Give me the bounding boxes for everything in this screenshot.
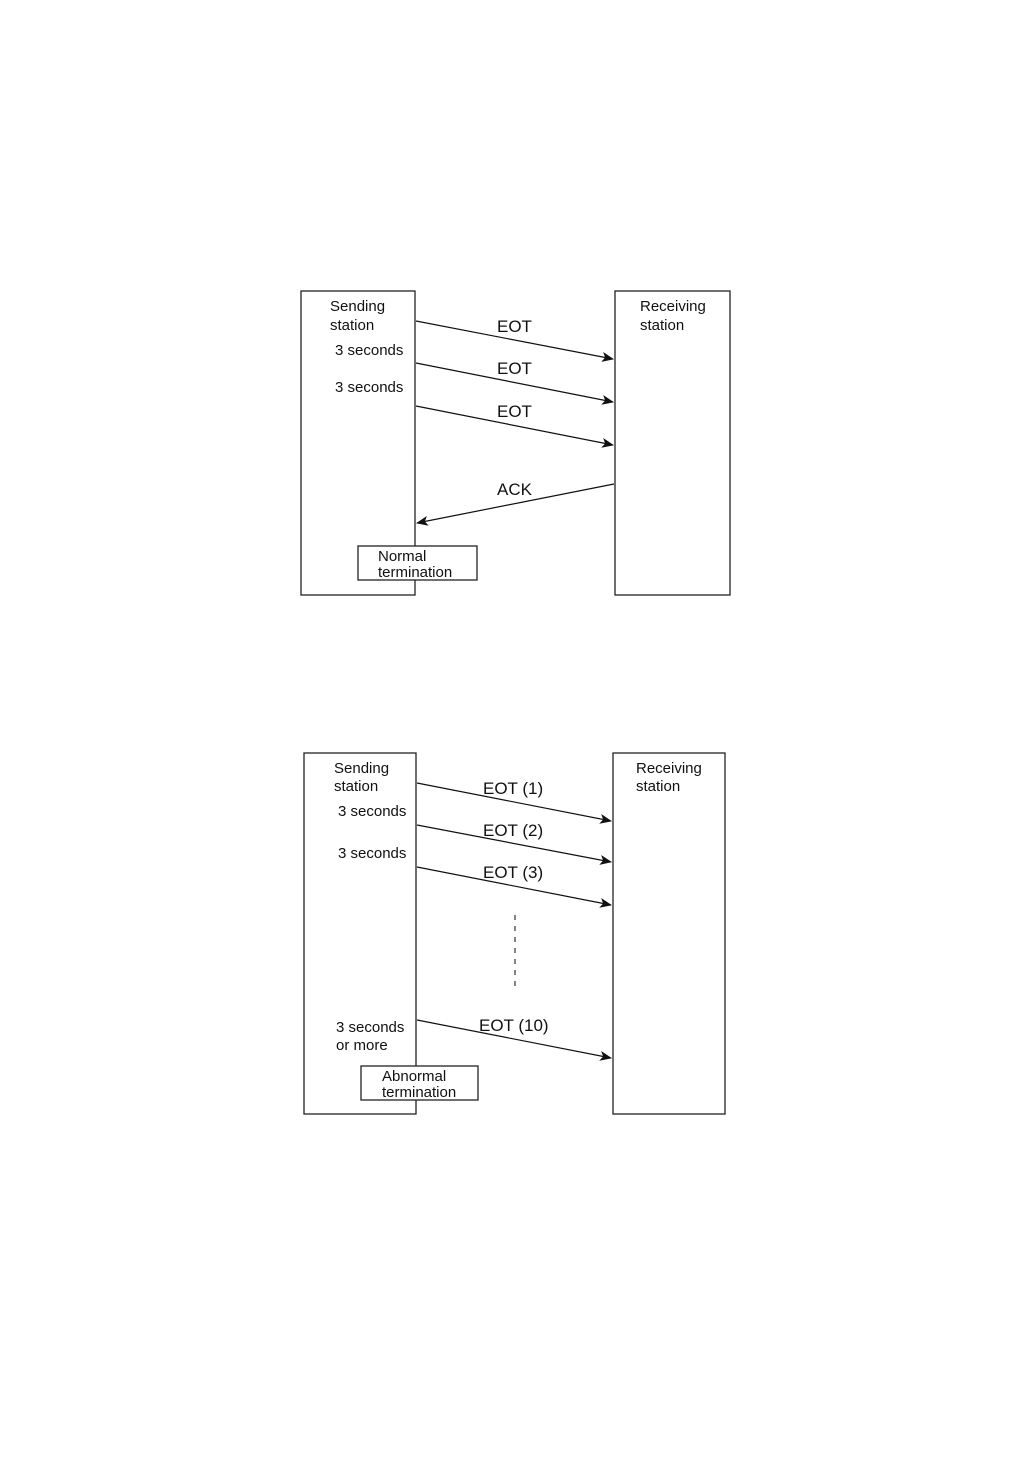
eot-message-label: EOT (10)	[479, 1016, 549, 1035]
eot-message-label: EOT (2)	[483, 821, 544, 840]
sending-station-label-line1: Sending	[330, 298, 386, 315]
eot-message-label: EOT (3)	[483, 863, 544, 882]
receiving-station-label-line1: Receiving	[636, 760, 702, 777]
receiving-station-label-line1: Receiving	[640, 298, 706, 315]
eot-message-label: EOT	[497, 317, 532, 336]
interval-label: 3 seconds	[335, 342, 404, 359]
interval-label: 3 seconds	[338, 803, 407, 820]
interval-label: 3 seconds	[335, 379, 404, 396]
eot-message-label: EOT	[497, 359, 532, 378]
last-interval-label-line1: 3 seconds	[336, 1019, 405, 1036]
normal-termination-diagram	[301, 291, 730, 595]
last-interval-label-line2: or more	[336, 1037, 388, 1054]
sending-station-label-line1: Sending	[334, 760, 390, 777]
abnormal-termination-diagram	[304, 753, 725, 1114]
termination-label-line1: Abnormal	[382, 1068, 447, 1085]
interval-label: 3 seconds	[338, 845, 407, 862]
receiving-station-box	[615, 291, 730, 595]
eot-message-label: EOT	[497, 402, 532, 421]
termination-label-line2: termination	[382, 1084, 457, 1101]
sending-station-label-line2: station	[330, 317, 375, 334]
sending-station-label-line2: station	[334, 778, 379, 795]
termination-label-line1: Normal	[378, 548, 427, 565]
receiving-station-label-line2: station	[640, 317, 685, 334]
ack-message-label: ACK	[497, 480, 532, 499]
receiving-station-label-line2: station	[636, 778, 681, 795]
eot-message-label: EOT (1)	[483, 779, 544, 798]
termination-label-line2: termination	[378, 564, 453, 581]
receiving-station-box	[613, 753, 725, 1114]
